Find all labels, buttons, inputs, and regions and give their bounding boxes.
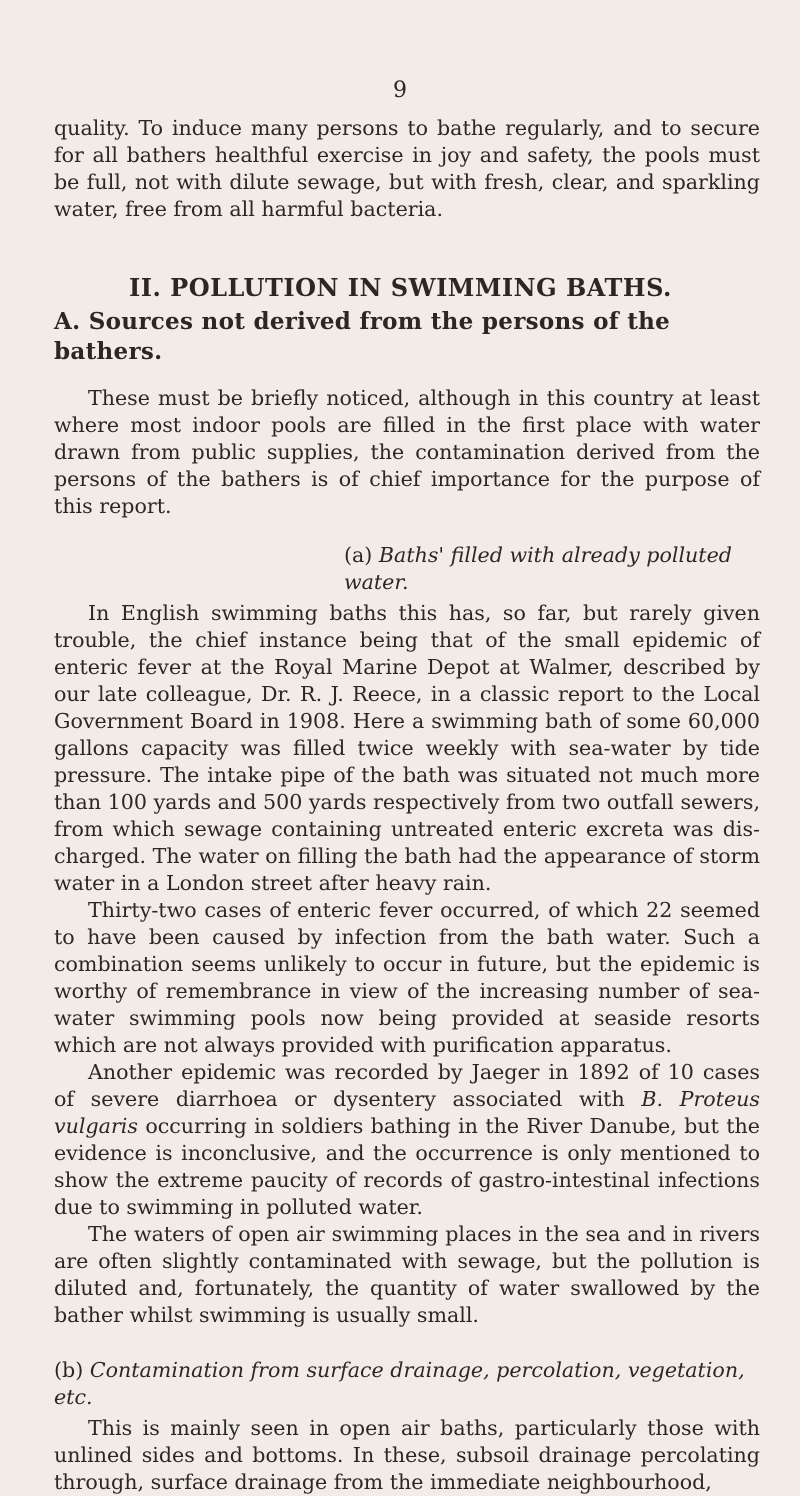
- jaeger-text-after: occurring in soldiers bathing in the River Danube, but the evidence is inconclusive, and the occurrence is only mentioned to show the extreme paucity of records of gastro-intestinal infections due to swimming in polluted water.: [54, 1114, 760, 1219]
- intro-paragraph: quality. To induce many persons to bathe regularly, and to secure for all bathers healthful exercise in joy and safety, the pools must be full, not with dilute sewage, but with fresh, clear, and sparkling water, free from all harmful bacteria.: [54, 116, 760, 221]
- jaeger-organism: B. Proteus vulgaris: [54, 1087, 761, 1138]
- subheading-b: [54, 1357, 760, 1411]
- paragraph-open-baths: This is mainly seen in open air baths, particularly those with unlined sides and bottoms. In these, subsoil drainage percolating through, surface drainage from the immediate neighbourhood,: [54, 1416, 760, 1494]
- subheading-b-title: Contamination from surface drainage, percolation, vegetation, etc.: [54, 1358, 745, 1409]
- paragraph-thirty-two-cases: Thirty-two cases of enteric fever occurred, of which 22 seemed to have been caused by infection from the bath water. Such a combination seems unlikely to occur in future, but the epidemic is worthy of remembrance in view of the increasing number of sea-water swimming pools now being provided at seaside resorts which are not always provided with purification apparatus.: [54, 898, 760, 1057]
- subheading-b-label: (b): [54, 1358, 84, 1382]
- subheading-a-title: Baths' filled with already polluted water.: [344, 543, 732, 594]
- page-number: 9: [393, 78, 407, 103]
- paragraph-english-baths: In English swimming baths this has, so far, but rarely given trouble, the chief instance being that of the small epidemic of enteric fever at the Royal Marine Depot at Walmer, described by our late colleague, Dr. R. J. Reece, in a classic report to the Local Government Board in 1908. Here a swimming bath of some 60,000 gallons capacity was filled twice weekly with sea-water by tide pressure. The intake pipe of the bath was situated not much more than 100 yards and 500 yards respectively from two outfall sewers, from which sewage containing untreated enteric excreta was dis-charged. The water on filling the bath had the appearance of storm water in a London street after heavy rain.: [54, 601, 760, 895]
- jaeger-text-before: Another epidemic was recorded by Jaeger in 1892 of 10 cases of severe diarrhoea or dysentery associated with: [54, 1060, 760, 1111]
- paragraph-open-air: The waters of open air swimming places in the sea and in rivers are often slightly contaminated with sewage, but the pollution is diluted and, fortunately, the quantity of water swallowed by the bather whilst swimming is usually small.: [54, 1222, 760, 1327]
- paragraph-jaeger: [54, 1059, 760, 1221]
- subheading-a: [54, 542, 760, 596]
- subsection-a-heading: A. Sources not derived from the persons of the bathers.: [54, 308, 671, 365]
- subheading-a-label: (a): [344, 543, 373, 567]
- section-heading: II. POLLUTION IN SWIMMING BATHS.: [129, 273, 672, 302]
- text-body: [54, 115, 760, 1496]
- paragraph-sources: These must be briefly noticed, although in this country at least where most indoor pools are filled in the first place with water drawn from public supplies, the contamination derived from the persons of the bathers is of chief importance for the purpose of this report.: [54, 386, 760, 518]
